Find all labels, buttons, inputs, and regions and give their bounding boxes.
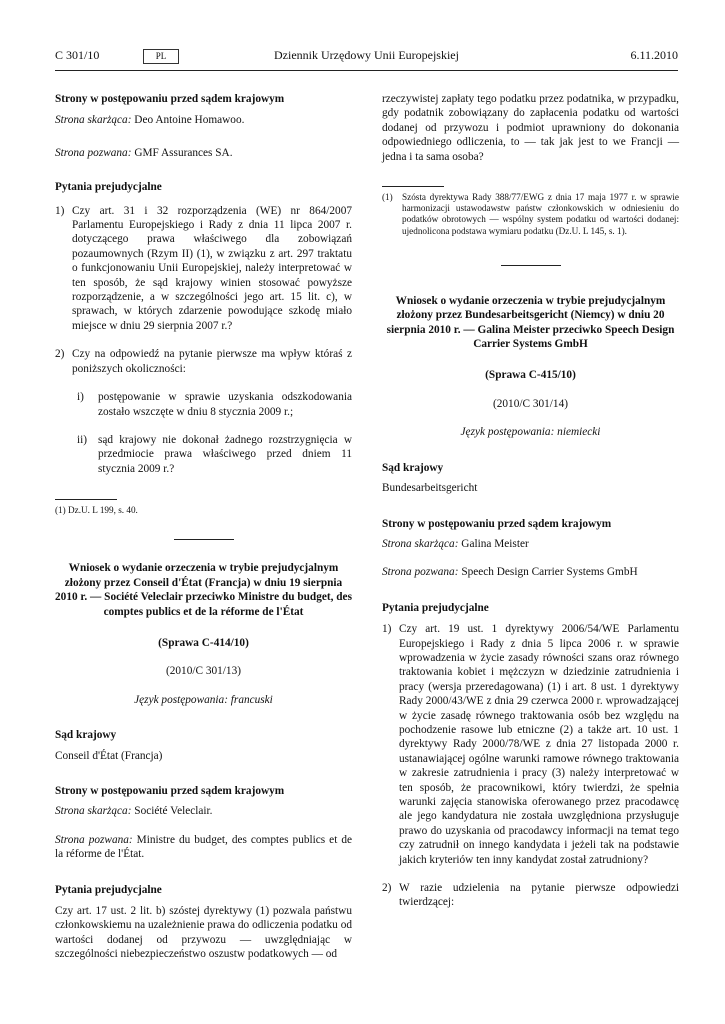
case-title: Wniosek o wydanie orzeczenia w trybie prejudycjalnym złożony przez Conseil d'État (Francja) w dniu 19 sierpnia 2010 r. — Société Veleclair przeciwko Ministre du budget, des comptes publics et de la réforme de l'État: [55, 562, 352, 618]
question-2: [55, 347, 352, 376]
question-1-text: Czy art. 31 i 32 rozporządzenia (WE) nr 864/2007 Parlamentu Europejskiego i Rady z dnia 11 lipca 2007 r. dotyczącego prawa właściwego dla zobowiązań pozaumownych (Rzym II) (1), w związku z art. 297 traktatu o funkcjonowaniu Unii Europejskiej, należy interpretować w ten sposób, że sąd krajowy winien stosować powyższe rozporządzenie, a w szczególności jego art. 15 lit. c), w sprawach, w których zdarzenie powodujące szkodę miało miejsce w dniu 29 sierpnia 2007 r.?: [72, 204, 352, 332]
publication-date: 6.11.2010: [630, 48, 678, 62]
footnote-1: [55, 505, 352, 516]
defendant3-value: Speech Design Carrier Systems GmbH: [461, 566, 638, 579]
section-separator: [174, 539, 234, 540]
question-2-item-i: [55, 390, 352, 419]
question-1: [55, 204, 352, 334]
question-2-text: Czy na odpowiedź na pytanie pierwsze ma wpływ któraś z poniższych okoliczności:: [72, 348, 352, 375]
claimant-value: Deo Antoine Homawoo.: [134, 114, 245, 127]
claimant2-value: Société Veleclair.: [134, 805, 213, 818]
item-ii-text: sąd krajowy nie dokonał żadnego rozstrzygnięcia w przedmiocie prawa właściwego przed dniem 11 stycznia 2009 r.?: [98, 433, 352, 475]
claimant-label: Strona skarżąca:: [55, 114, 132, 127]
defendant2-value: Ministre du budget, des comptes publics et de la réforme de l'État.: [55, 833, 352, 861]
item-i-number: i): [77, 391, 84, 404]
question-2-item-ii: [55, 433, 352, 476]
footnote-right-1-number: (1): [382, 192, 393, 203]
court2-value: Bundesarbeitsgericht: [382, 482, 478, 495]
questions3-heading: Pytania prejudycjalne: [382, 601, 489, 614]
case-reference: (2010/C 301/13): [166, 665, 241, 678]
header-divider: [55, 70, 678, 71]
claimant-line: [55, 113, 352, 127]
claimant3-label: Strona skarżąca:: [382, 537, 459, 550]
section-separator-right: [501, 265, 561, 266]
parties3-heading: Strony w postępowaniu przed sądem krajowym: [382, 517, 612, 530]
question3-1: [382, 622, 679, 867]
language-badge: PL: [143, 49, 179, 64]
question-2-number: 2): [55, 348, 65, 361]
page-number: C 301/10: [55, 48, 100, 62]
defendant3-line: [382, 565, 679, 579]
court-heading: Sąd krajowy: [55, 729, 117, 742]
question3-1-number: 1): [382, 623, 392, 636]
questions-heading: Pytania prejudycjalne: [55, 181, 162, 194]
defendant-line: [55, 146, 352, 160]
journal-title: Dziennik Urzędowy Unii Europejskiej: [274, 48, 459, 62]
parties-heading: Strony w postępowaniu przed sądem krajowym: [55, 93, 285, 105]
parties2-heading: Strony w postępowaniu przed sądem krajowym: [55, 784, 285, 797]
claimant2-line: [55, 804, 352, 818]
continuation-text: rzeczywistej zapłaty tego podatku przez podatnika, w przypadku, gdy podatnik zobowiązany do zapłacenia podatku od wartości dodanej od przywozu i podmiot uprawniony do dokonania odpowiedniego odliczenia, to — tak jak jest to we Francji — jedna i ta sama osoba?: [382, 93, 679, 163]
claimant2-label: Strona skarżąca:: [55, 805, 132, 818]
court-value: Conseil d'État (Francja): [55, 749, 163, 762]
footnote-divider: [55, 499, 117, 500]
defendant-label: Strona pozwana:: [55, 146, 132, 159]
case2-number: (Sprawa C-415/10): [485, 369, 576, 382]
question3-2: [382, 881, 679, 910]
case2-title: Wniosek o wydanie orzeczenia w trybie prejudycjalnym złożony przez Bundesarbeitsgericht (Niemcy) w dniu 20 sierpnia 2010 r. — Galina Meister przeciwko Speech Design Carrier Systems GmbH: [386, 294, 675, 351]
footnote-right-1-text: Szósta dyrektywa Rady 388/77/EWG z dnia 17 maja 1977 r. w sprawie harmonizacji ustawodawstw państw członkowskich w odniesieniu do podatków obrotowych — wspólny system podatku od wartości dodanej: ujednolicona podstawa wymiaru podatku (Dz.U. L 145, s. 1).: [402, 192, 679, 236]
footnote-1-number: (1): [55, 505, 66, 516]
case2-language: Język postępowania: niemiecki: [460, 426, 601, 439]
defendant2-label: Strona pozwana:: [55, 833, 133, 846]
case-language: Język postępowania: francuski: [134, 693, 273, 706]
case2-reference: (2010/C 301/14): [493, 397, 568, 410]
question3-2-number: 2): [382, 882, 392, 895]
claimant3-value: Galina Meister: [461, 537, 529, 550]
case-number: (Sprawa C-414/10): [158, 636, 249, 649]
court2-heading: Sąd krajowy: [382, 461, 444, 474]
left-column: [55, 92, 352, 962]
footnote-divider-right: [382, 186, 444, 187]
right-column: [382, 92, 679, 910]
questions2-heading: Pytania prejudycjalne: [55, 883, 162, 896]
question3-1-text: Czy art. 19 ust. 1 dyrektywy 2006/54/WE Parlamentu Europejskiego i Rady z dnia 5 lipca 2006 r. w sprawie wprowadzenia w życie zasady równości szans oraz równego traktowania kobiet i mężczyzn w dziedzinie zatrudnienia i pracy (wersja przeredagowana) (1) i art. 8 ust. 1 dyrektywy Rady 2000/43/WE z dnia 29 czerwca 2000 r. wprowadzającej w życie zasadę równego traktowania osób bez względu na pochodzenie rasowe lub etniczne (2) a także art. 10 ust. 1 dyrektywy Rady 2000/78/WE z dnia 27 listopada 2000 r. ustanawiającej ogólne warunki ramowe równego traktowania w zakresie zatrudnienia i pracy (3) należy interpretować w ten sposób, że pracownikowi, który twierdzi, że spełnia warunki zajęcia stanowiska oferowanego przez pracodawcę ale jego kandydatura nie została uwzględniona przysługuje prawo do uzyskania od pracodawcy informacji na temat tego czy zatrudnił on innego kandydata i jeżeli tak na podstawie jakich kryteriów ten inny kandydat został zatrudniony?: [399, 623, 679, 866]
footnote-right-1: [382, 192, 679, 237]
question3-2-text: W razie udzielenia na pytanie pierwsze odpowiedzi twierdzącej:: [399, 882, 679, 909]
item-ii-number: ii): [77, 433, 88, 446]
questions2-text: Czy art. 17 ust. 2 lit. b) szóstej dyrektywy (1) pozwala państwu członkowskiemu na uzależnienie prawa do odliczenia podatku od wartości dodanej od przywozu — uwzględniając w szczególności niebezpieczeństwo oszustw podatkowych — od: [55, 905, 352, 961]
item-i-text: postępowanie w sprawie uzyskania odszkodowania zostało wszczęte w dniu 8 stycznia 2009 r.;: [98, 391, 352, 418]
defendant-value: GMF Assurances SA.: [134, 146, 233, 159]
defendant3-label: Strona pozwana:: [382, 566, 459, 579]
footnote-1-text: Dz.U. L 199, s. 40.: [68, 505, 138, 516]
question-1-number: 1): [55, 204, 65, 217]
page-header: [55, 48, 678, 66]
claimant3-line: [382, 537, 679, 551]
defendant2-line: [55, 833, 352, 862]
